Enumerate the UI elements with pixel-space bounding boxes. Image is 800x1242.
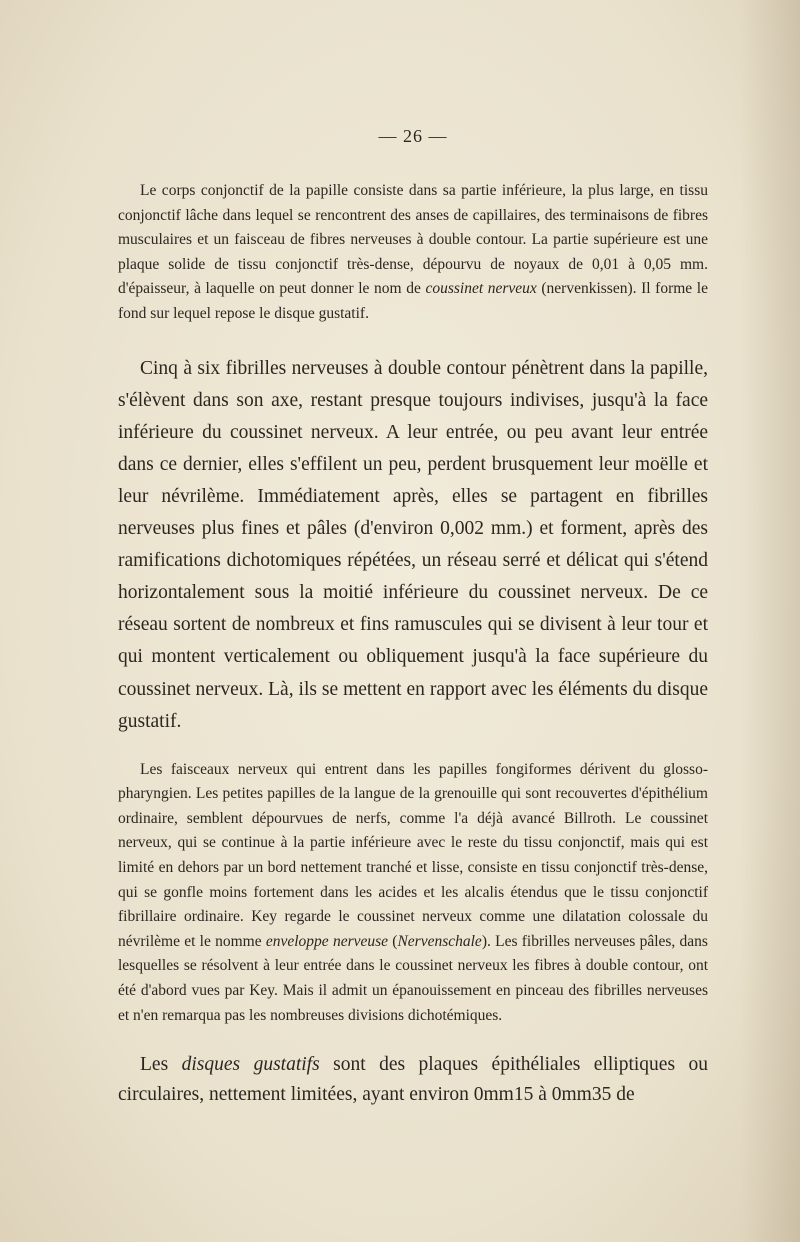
page-number: — 26 — xyxy=(378,126,448,146)
text-run: Le corps conjonctif de la papille consiste dans sa partie inférieure, la plus large, en tissu conjonctif lâche dans lequel se rencontrent des anses de capillaires, des terminaisons de fibres musculaires et un faisceau de fibres nerveuses à double contour. La partie supérieure est une plaque solide de tissu conjonctif très-dense, dépourvu de noyaux de 0,01 à 0,05 mm. d'épaisseur, à laquelle on peut donner le nom de xyxy=(118,182,708,298)
text-run: ( xyxy=(388,932,398,950)
paragraph-faisceaux-nerveux xyxy=(118,758,708,1029)
paragraph-disques-gustatifs xyxy=(118,1050,708,1110)
italic-term: coussinet nerveux xyxy=(425,280,537,298)
italic-term: enveloppe nerveuse xyxy=(265,932,389,950)
page-edge-shadow xyxy=(740,0,800,1242)
italic-term: Nervenschale xyxy=(397,932,482,950)
italic-term: disques gustatifs xyxy=(181,1054,320,1076)
text-run: ). Les fibrilles nerveuses pâles, dans lesquelles se résolvent à leur entrée dans le coussinet nerveux les fibres à double contour, ont été d'abord vues par Key. Mais il admit un épanouissement en pinceau des fibrilles nerveuses et n'en remarqua pas les nombreuses divisions dichotémiques. xyxy=(118,932,708,1024)
paragraph-corps-conjonctif xyxy=(118,179,708,327)
paragraph-fibrilles-nerveuses: Cinq à six fibrilles nerveuses à double contour pénètrent dans la papille, s'élèvent dans son axe, restant presque toujours indivises, jusqu'à la face inférieure du coussinet nerveux. A leur entrée, ou peu avant leur entrée dans ce dernier, elles s'effilent un peu, perdent brusquement leur moëlle et leur névrilème. Immédiatement après, elles se partagent en fibrilles nerveuses plus fines et pâles (d'environ 0,002 mm.) et forment, après des ramifications dichotomiques répétées, un réseau serré et délicat qui s'étend horizontalement sous la moitié inférieure du coussinet nerveux. De ce réseau sortent de nombreux et fins ramuscules qui se divisent à leur tour et qui montent verticalement ou obliquement jusqu'à la face supérieure du coussinet nerveux. Là, ils se mettent en rapport avec les éléments du disque gustatif. xyxy=(118,357,708,732)
text-run: (nervenkissen). Il forme le fond sur lequel repose le disque gustatif. xyxy=(118,280,708,322)
text-run: Les faisceaux nerveux qui entrent dans les papilles fongiformes dérivent du glosso-pharyngien. Les petites papilles de la langue de la grenouille qui sont recouvertes d'épithélium ordinaire, semblent dépourvues de nerfs, comme l'a déjà avancé Billroth. Le coussinet nerveux, qui se continue à la partie inférieure avec le reste du tissu conjonctif, mais qui est limité en dehors par un bord nettement tranché et lisse, consiste en tissu conjonctif très-dense, qui se gonfle moins fortement dans les acides et les alcalis étendus que le tissu conjonctif fibrillaire ordinaire. Key regarde le coussinet nerveux comme une dilatation colossale du névrilème et le nomme xyxy=(118,760,708,950)
text-run: Les xyxy=(140,1054,182,1076)
text-run: sont des plaques épithéliales elliptiques ou circulaires, nettement limitées, ayant environ 0mm15 à 0mm35 de xyxy=(118,1054,708,1106)
page-content xyxy=(118,126,708,1110)
